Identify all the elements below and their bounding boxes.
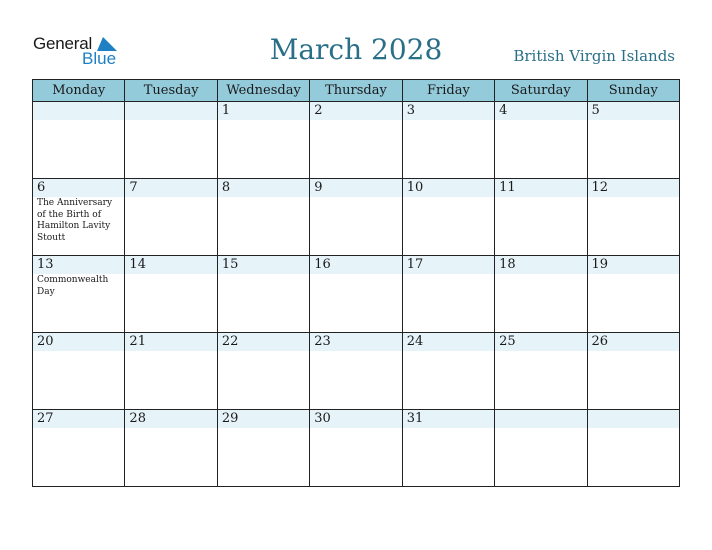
day-cell xyxy=(587,410,679,487)
day-number xyxy=(588,410,679,428)
day-cell xyxy=(217,256,309,333)
day-number: 16 xyxy=(310,256,401,274)
holiday-label: The Anniversary of the Birth of Hamilton Lavity Stoutt xyxy=(37,198,113,243)
day-cell xyxy=(587,179,679,256)
weekday-header: Wednesday xyxy=(217,80,309,102)
day-number: 17 xyxy=(403,256,494,274)
day-cell xyxy=(217,102,309,179)
day-number: 22 xyxy=(218,333,309,351)
day-cell xyxy=(587,102,679,179)
day-cell xyxy=(310,179,402,256)
day-number: 7 xyxy=(125,179,216,197)
day-number: 9 xyxy=(310,179,401,197)
day-cell xyxy=(310,333,402,410)
weekday-header: Monday xyxy=(33,80,125,102)
day-number: 5 xyxy=(588,102,679,120)
day-cell xyxy=(402,179,494,256)
day-number: 29 xyxy=(218,410,309,428)
week-row xyxy=(33,256,680,333)
day-number: 23 xyxy=(310,333,401,351)
week-row xyxy=(33,410,680,487)
day-number xyxy=(495,410,586,428)
day-number: 13 xyxy=(33,256,124,274)
region-label: British Virgin Islands xyxy=(513,47,675,65)
day-cell xyxy=(33,333,125,410)
day-number: 21 xyxy=(125,333,216,351)
day-cell xyxy=(495,410,587,487)
day-cell xyxy=(217,179,309,256)
day-cell xyxy=(402,410,494,487)
day-cell xyxy=(402,256,494,333)
day-cell xyxy=(310,256,402,333)
day-cell xyxy=(587,333,679,410)
day-cell xyxy=(217,410,309,487)
weekday-header: Saturday xyxy=(495,80,587,102)
day-cell xyxy=(310,410,402,487)
day-number: 6 xyxy=(33,179,124,197)
weekday-header: Friday xyxy=(402,80,494,102)
day-number: 26 xyxy=(588,333,679,351)
day-number: 10 xyxy=(403,179,494,197)
holiday-label: Commonwealth Day xyxy=(37,275,109,297)
week-row xyxy=(33,102,680,179)
day-cell xyxy=(33,410,125,487)
day-number: 28 xyxy=(125,410,216,428)
day-number: 12 xyxy=(588,179,679,197)
week-row xyxy=(33,333,680,410)
day-number: 25 xyxy=(495,333,586,351)
day-number xyxy=(33,102,124,120)
day-cell xyxy=(217,333,309,410)
day-cell xyxy=(125,256,217,333)
day-cell xyxy=(310,102,402,179)
day-cell xyxy=(402,102,494,179)
day-number: 14 xyxy=(125,256,216,274)
day-number: 1 xyxy=(218,102,309,120)
logo-general-text: General xyxy=(33,34,93,53)
day-cell xyxy=(125,333,217,410)
day-number: 3 xyxy=(403,102,494,120)
day-number: 2 xyxy=(310,102,401,120)
day-cell xyxy=(125,102,217,179)
calendar-grid xyxy=(32,79,680,487)
day-cell xyxy=(587,256,679,333)
day-number: 11 xyxy=(495,179,586,197)
week-row xyxy=(33,179,680,256)
day-cell xyxy=(33,102,125,179)
day-number xyxy=(125,102,216,120)
day-number: 31 xyxy=(403,410,494,428)
day-number: 24 xyxy=(403,333,494,351)
day-number: 20 xyxy=(33,333,124,351)
day-cell xyxy=(125,179,217,256)
day-cell xyxy=(495,102,587,179)
day-cell xyxy=(33,179,125,256)
calendar-title: March 2028 xyxy=(269,33,443,66)
day-cell xyxy=(125,410,217,487)
day-cell xyxy=(495,179,587,256)
day-number: 19 xyxy=(588,256,679,274)
day-number: 30 xyxy=(310,410,401,428)
weekday-header: Sunday xyxy=(587,80,679,102)
day-number: 8 xyxy=(218,179,309,197)
weekday-header: Thursday xyxy=(310,80,402,102)
day-cell xyxy=(495,333,587,410)
weekday-header-row xyxy=(33,80,680,102)
day-number: 15 xyxy=(218,256,309,274)
day-cell xyxy=(33,256,125,333)
logo-blue-text: Blue xyxy=(82,49,117,68)
weekday-header: Tuesday xyxy=(125,80,217,102)
day-number: 18 xyxy=(495,256,586,274)
day-number: 27 xyxy=(33,410,124,428)
day-cell xyxy=(402,333,494,410)
day-cell xyxy=(495,256,587,333)
day-number: 4 xyxy=(495,102,586,120)
